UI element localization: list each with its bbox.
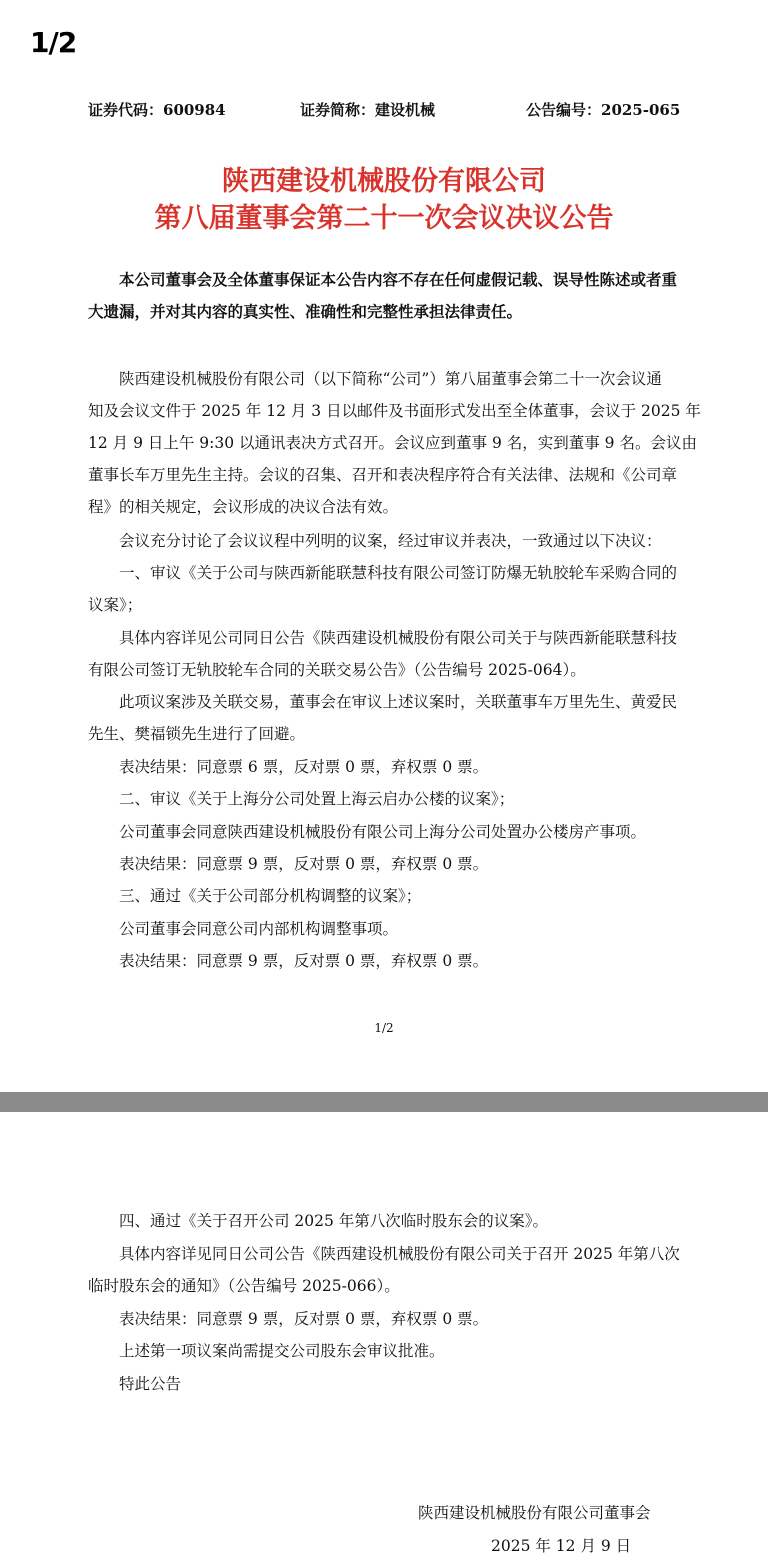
body-line: 陕西建设机械股份有限公司（以下简称“公司”）第八届董事会第二十一次会议通 [119, 370, 662, 388]
title-company: 陕西建设机械股份有限公司 [222, 166, 546, 197]
page-divider [0, 1092, 768, 1112]
body-line: 公司董事会同意公司内部机构调整事项。 [119, 920, 399, 938]
body-line: 此项议案涉及关联交易，董事会在审议上述议案时，关联董事车万里先生、黄爱民 [119, 693, 678, 711]
body-line: 有限公司签订无轨胶轮车合同的关联交易公告》（公告编号 2025-064）。 [88, 661, 586, 679]
body-line: 先生、樊福锁先生进行了回避。 [88, 725, 306, 743]
body-line: 具体内容详见公司同日公告《陕西建设机械股份有限公司关于与陕西新能联慧科技 [119, 629, 678, 647]
statement-line: 本公司董事会及全体董事保证本公告内容不存在任何虚假记载、误导性陈述或者重 [119, 270, 678, 289]
resolution-1-heading: 议案》； [88, 596, 143, 614]
vote-result-3: 表决结果：同意票 9 票，反对票 0 票，弃权票 0 票。 [119, 952, 489, 970]
vote-result-4: 表决结果：同意票 9 票，反对票 0 票，弃权票 0 票。 [119, 1310, 489, 1328]
resolution-1-heading: 一、审议《关于公司与陕西新能联慧科技有限公司签订防爆无轨胶轮车采购合同的 [119, 564, 678, 582]
signature-date: 2025 年 12 月 9 日 [491, 1537, 632, 1555]
title-meeting: 第八届董事会第二十一次会议决议公告 [154, 203, 614, 234]
body-line: 知及会议文件于 2025 年 12 月 3 日以邮件及书面形式发出至全体董事，会议于 2025 年 [88, 402, 701, 420]
document-page-2 [0, 1112, 768, 1564]
body-line: 公司董事会同意陕西建设机械股份有限公司上海分公司处置办公楼房产事项。 [119, 823, 647, 841]
resolution-4-heading: 四、通过《关于召开公司 2025 年第八次临时股东会的议案》。 [119, 1212, 549, 1230]
vote-result-2: 表决结果：同意票 9 票，反对票 0 票，弃权票 0 票。 [119, 855, 489, 873]
statement-line: 大遗漏，并对其内容的真实性、准确性和完整性承担法律责任。 [88, 302, 523, 321]
body-line: 上述第一项议案尚需提交公司股东会审议批准。 [119, 1342, 445, 1360]
body-line: 具体内容详见同日公司公告《陕西建设机械股份有限公司关于召开 2025 年第八次 [119, 1245, 680, 1263]
body-line: 会议充分讨论了会议议程中列明的议案，经过审议并表决，一致通过以下决议： [119, 532, 662, 550]
resolution-3-heading: 三、通过《关于公司部分机构调整的议案》； [119, 887, 422, 905]
body-line: 临时股东会的通知》（公告编号 2025-066）。 [88, 1277, 400, 1295]
vote-result-1: 表决结果：同意票 6 票，反对票 0 票，弃权票 0 票。 [119, 758, 489, 776]
signature-company: 陕西建设机械股份有限公司董事会 [418, 1504, 651, 1522]
resolution-2-heading: 二、审议《关于上海分公司处置上海云启办公楼的议案》； [119, 790, 515, 808]
page-indicator: 1/2 [30, 26, 77, 59]
security-short-name: 证券简称：建设机械 [300, 101, 436, 119]
body-line: 董事长车万里先生主持。会议的召集、召开和表决程序符合有关法律、法规和《公司章 [88, 466, 678, 484]
notice-number: 公告编号：2025-065 [526, 101, 681, 119]
body-line: 程》的相关规定，会议形成的决议合法有效。 [88, 498, 399, 516]
body-line: 12 月 9 日上午 9:30 以通讯表决方式召开。会议应到董事 9 名，实到董事 9 名。会议由 [88, 434, 697, 452]
security-code: 证券代码：600984 [88, 101, 226, 119]
page-number: 1/2 [374, 1021, 394, 1035]
closing-phrase: 特此公告 [119, 1375, 182, 1393]
